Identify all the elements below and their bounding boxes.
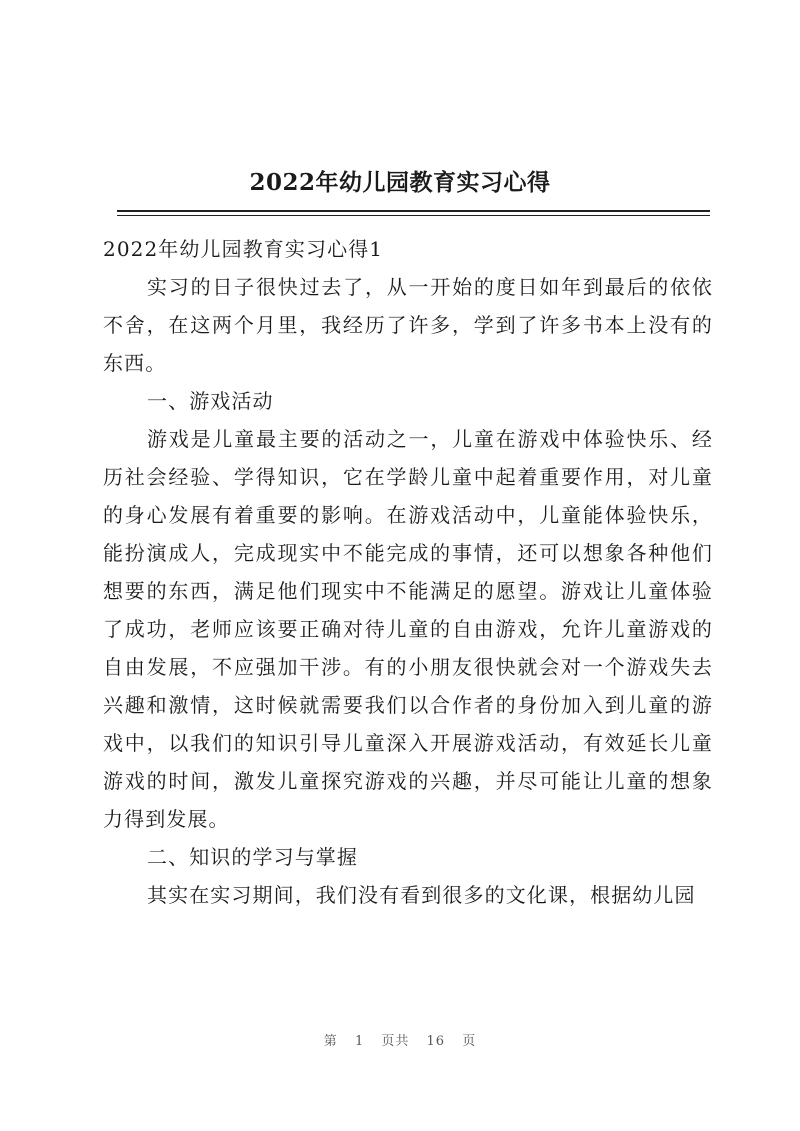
subheading-game-activities: 一、游戏活动 <box>147 389 274 413</box>
paragraph-intro: 实习的日子很快过去了，从一开始的度日如年到最后的依依不舍，在这两个月里，我经历了许多，学到了许多书本上没有的东西。 <box>103 275 713 375</box>
page-footer <box>0 1030 800 1049</box>
footer-middle: 页共 <box>381 1034 410 1049</box>
title-divider-thin <box>117 215 710 216</box>
footer-prefix: 第 <box>323 1034 338 1049</box>
document-title: 2022年幼儿园教育实习心得 <box>249 169 551 196</box>
paragraph-knowledge-learning: 其实在实习期间，我们没有看到很多的文化课，根据幼儿园 <box>147 883 696 907</box>
footer-current-page: 1 <box>354 1034 365 1049</box>
paragraph-game-activities: 游戏是儿童最主要的活动之一，儿童在游戏中体验快乐、经历社会经验、学得知识，它在学龄儿童中起着重要作用，对儿童的身心发展有着重要的影响。在游戏活动中，儿童能体验快乐，能扮演成人，完成现实中不能完成的事情，还可以想象各种他们想要的东西，满足他们现实中不能满足的愿望。游戏让儿童体验了成功，老师应该要正确对待儿童的自由游戏，允许儿童游戏的自由发展，不应强加干涉。有的小朋友很快就会对一个游戏失去兴趣和激情，这时候就需要我们以合作者的身份加入到儿童的游戏中，以我们的知识引导儿童深入开展游戏活动，有效延长儿童游戏的时间，激发儿童探究游戏的兴趣，并尽可能让儿童的想象力得到发展。 <box>103 427 713 831</box>
title-divider-thick <box>117 210 710 212</box>
footer-total-pages: 16 <box>426 1034 446 1049</box>
document-body <box>103 230 713 914</box>
section-title: 2022年幼儿园教育实习心得1 <box>103 237 384 261</box>
footer-suffix: 页 <box>462 1034 477 1049</box>
subheading-knowledge-learning: 二、知识的学习与掌握 <box>147 845 358 869</box>
